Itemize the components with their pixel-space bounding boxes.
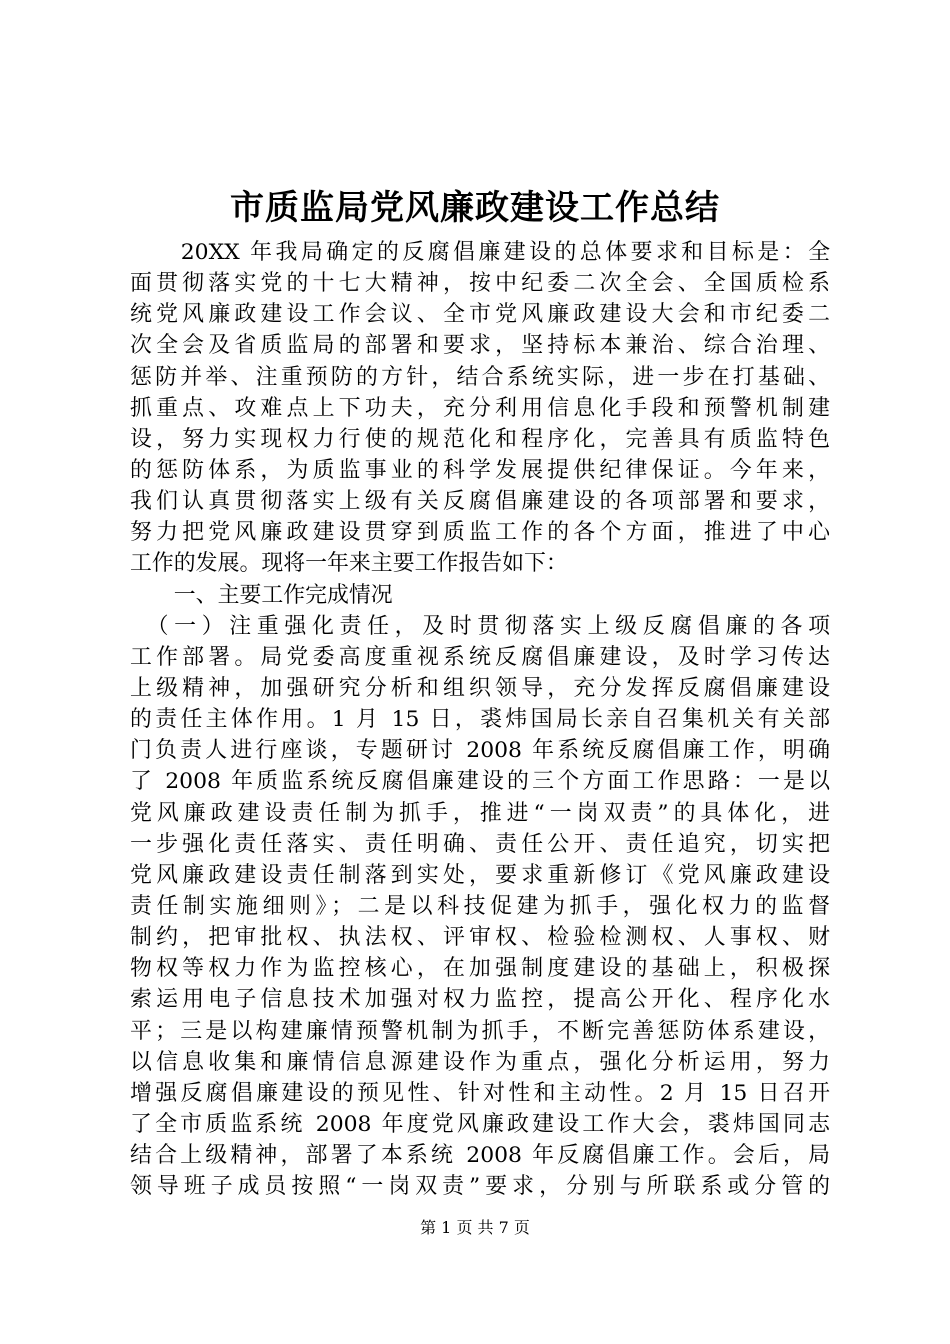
body-line: 的责任主体作用。1 月 15 日，裘炜国局长亲自召集机关有关部: [130, 707, 830, 733]
document-title: 市质监局党风廉政建设工作总结: [230, 188, 720, 228]
body-line: 索运用电子信息技术加强对权力监控，提高公开化、程序化水: [130, 987, 830, 1013]
page-footer: 第 1 页 共 7 页: [420, 1218, 530, 1237]
body-line: 一、主要工作完成情况: [130, 582, 393, 608]
body-line: 党风廉政建设责任制落到实处，要求重新修订《党风廉政建设: [130, 862, 830, 888]
body-line: 面贯彻落实党的十七大精神，按中纪委二次全会、全国质检系: [130, 271, 830, 297]
body-line: 工作的发展。现将一年来主要工作报告如下：: [130, 551, 568, 577]
body-line: 惩防并举、注重预防的方针，结合系统实际，进一步在打基础、: [130, 364, 830, 390]
body-line: 设，努力实现权力行使的规范化和程序化，完善具有质监特色: [130, 426, 830, 452]
body-line: 一步强化责任落实、责任明确、责任公开、责任追究，切实把: [130, 831, 830, 857]
body-line: 党风廉政建设责任制为抓手，推进“一岗双责”的具体化，进: [130, 800, 830, 826]
body-line: 了全市质监系统 2008 年度党风廉政建设工作大会，裘炜国同志: [130, 1111, 830, 1137]
body-line: 工作部署。局党委高度重视系统反腐倡廉建设，及时学习传达: [130, 644, 830, 670]
body-line: 以信息收集和廉情信息源建设作为重点，强化分析运用，努力: [130, 1049, 830, 1075]
body-line: （一）注重强化责任，及时贯彻落实上级反腐倡廉的各项: [130, 613, 830, 639]
body-line: 平；三是以构建廉情预警机制为抓手，不断完善惩防体系建设，: [130, 1018, 830, 1044]
body-line: 责任制实施细则》；二是以科技促建为抓手，强化权力的监督: [130, 893, 830, 919]
body-line: 了 2008 年质监系统反腐倡廉建设的三个方面工作思路：一是以: [130, 769, 830, 795]
body-line: 上级精神，加强研究分析和组织领导，充分发挥反腐倡廉建设: [130, 675, 830, 701]
body-line: 的惩防体系，为质监事业的科学发展提供纪律保证。今年来，: [130, 457, 830, 483]
body-line: 次全会及省质监局的部署和要求，坚持标本兼治、综合治理、: [130, 333, 830, 359]
body-line: 领导班子成员按照“一岗双责”要求，分别与所联系或分管的: [130, 1174, 830, 1200]
body-line: 20XX 年我局确定的反腐倡廉建设的总体要求和目标是：全: [130, 240, 830, 265]
body-line: 物权等权力作为监控核心，在加强制度建设的基础上，积极探: [130, 956, 830, 982]
body-line: 抓重点、攻难点上下功夫，充分利用信息化手段和预警机制建: [130, 395, 830, 421]
document-body: [130, 237, 830, 1202]
body-line: 统党风廉政建设工作会议、全市党风廉政建设大会和市纪委二: [130, 302, 830, 328]
body-line: 努力把党风廉政建设贯穿到质监工作的各个方面，推进了中心: [130, 520, 830, 546]
body-line: 增强反腐倡廉建设的预见性、针对性和主动性。2 月 15 日召开: [130, 1080, 830, 1106]
body-line: 门负责人进行座谈，专题研讨 2008 年系统反腐倡廉工作，明确: [130, 738, 830, 764]
body-line: 我们认真贯彻落实上级有关反腐倡廉建设的各项部署和要求，: [130, 489, 830, 515]
body-line: 结合上级精神，部署了本系统 2008 年反腐倡廉工作。会后，局: [130, 1143, 830, 1169]
body-line: 制约，把审批权、执法权、评审权、检验检测权、人事权、财: [130, 925, 830, 951]
